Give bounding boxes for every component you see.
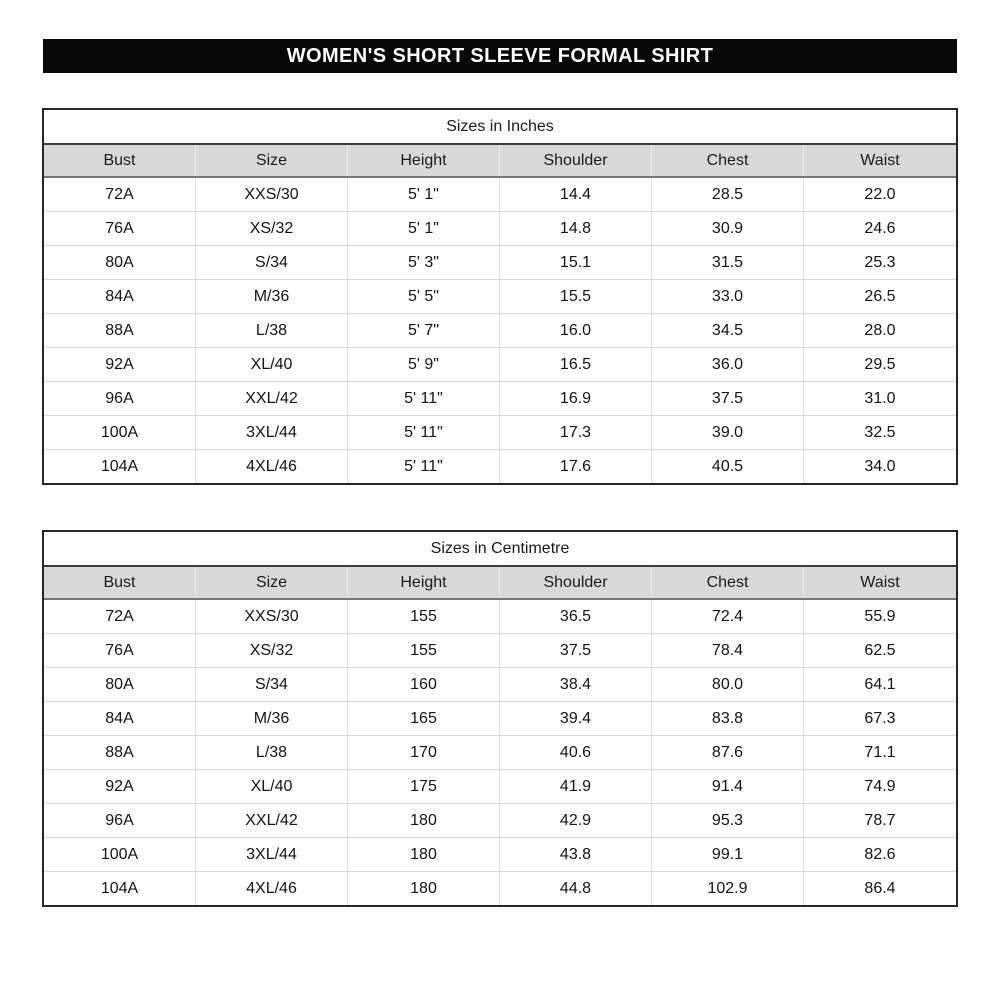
table-cell: 80.0 xyxy=(652,668,804,701)
table-cell: 165 xyxy=(348,702,500,735)
table-cell: 39.0 xyxy=(652,416,804,449)
table-row xyxy=(44,382,956,416)
product-title: WOMEN'S SHORT SLEEVE FORMAL SHIRT xyxy=(286,44,714,67)
column-header: Bust xyxy=(44,567,196,598)
table-cell: 84A xyxy=(44,280,196,313)
table-cell: 71.1 xyxy=(864,743,896,761)
table-cell: 17.3 xyxy=(500,416,652,449)
table-cell: 31.0 xyxy=(864,389,896,407)
table-cell: 74.9 xyxy=(864,777,896,795)
table-cell: 62.5 xyxy=(864,641,896,659)
table-cell: 4XL/46 xyxy=(196,872,348,905)
table-cell: XS/32 xyxy=(196,212,348,245)
table-cell: 5' 3" xyxy=(348,246,500,279)
table-cell: 86.4 xyxy=(864,879,896,897)
table-row xyxy=(44,246,956,280)
table-cell: 92A xyxy=(44,348,196,381)
table-cell: 64.1 xyxy=(864,675,896,693)
table-row xyxy=(44,770,956,804)
table-cell: M/36 xyxy=(196,702,348,735)
table-cell: 96A xyxy=(44,804,196,837)
table-row xyxy=(44,416,956,450)
table-cell: 87.6 xyxy=(652,736,804,769)
table-cell: 14.4 xyxy=(500,178,652,211)
table-cell: 31.5 xyxy=(652,246,804,279)
table-cell: L/38 xyxy=(196,314,348,347)
table-row xyxy=(44,804,956,838)
table-cell: 41.9 xyxy=(500,770,652,803)
table-cell: 4XL/46 xyxy=(196,450,348,483)
column-header: Bust xyxy=(44,145,196,176)
table-cell: 100A xyxy=(44,838,196,871)
column-header: Chest xyxy=(652,567,804,598)
table-cell: XS/32 xyxy=(196,634,348,667)
table-cell: 91.4 xyxy=(652,770,804,803)
table-cell: 100A xyxy=(44,416,196,449)
table-row xyxy=(44,178,956,212)
table-cell: 55.9 xyxy=(864,607,896,625)
table-cell: 67.3 xyxy=(864,709,896,727)
table-cell: 5' 1" xyxy=(348,178,500,211)
table-cell: 3XL/44 xyxy=(196,416,348,449)
table-cell: L/38 xyxy=(196,736,348,769)
table-row xyxy=(44,314,956,348)
table-cell: 82.6 xyxy=(864,845,896,863)
column-header: Height xyxy=(348,567,500,598)
table-cell: 22.0 xyxy=(864,185,896,203)
table-cell: 5' 11" xyxy=(348,416,500,449)
table-cell: 180 xyxy=(348,804,500,837)
table-cell: 80A xyxy=(44,246,196,279)
column-header: Height xyxy=(348,145,500,176)
table-cell: 16.0 xyxy=(500,314,652,347)
table-row xyxy=(44,736,956,770)
table-cell: 96A xyxy=(44,382,196,415)
table-cell: 24.6 xyxy=(864,219,896,237)
table-row xyxy=(44,450,956,483)
table-cell: 33.0 xyxy=(652,280,804,313)
table-cell: 34.0 xyxy=(864,457,896,475)
table-cell: 15.1 xyxy=(500,246,652,279)
table-row xyxy=(44,600,956,634)
table-cell: 104A xyxy=(44,872,196,905)
table-cell: 38.4 xyxy=(500,668,652,701)
table-cell: 36.0 xyxy=(652,348,804,381)
product-title-banner xyxy=(43,39,957,73)
table-cell: 28.5 xyxy=(652,178,804,211)
table-cell: 36.5 xyxy=(500,600,652,633)
table-cell: 14.8 xyxy=(500,212,652,245)
table-cell: 160 xyxy=(348,668,500,701)
column-header: Size xyxy=(196,145,348,176)
table-cell: 180 xyxy=(348,872,500,905)
table-cell: 83.8 xyxy=(652,702,804,735)
sizes-centimetre-table xyxy=(42,530,958,907)
table-cell: 92A xyxy=(44,770,196,803)
table-row xyxy=(44,280,956,314)
table-row xyxy=(44,872,956,905)
table-cell: 88A xyxy=(44,736,196,769)
table-cell: XL/40 xyxy=(196,348,348,381)
table-cell: XXL/42 xyxy=(196,804,348,837)
table-cell: 175 xyxy=(348,770,500,803)
table-row xyxy=(44,702,956,736)
sizes-inches-table xyxy=(42,108,958,485)
table-cell: 32.5 xyxy=(864,423,896,441)
table-cell: S/34 xyxy=(196,668,348,701)
table-cell: 80A xyxy=(44,668,196,701)
column-header: Shoulder xyxy=(500,145,652,176)
table-cell: 72A xyxy=(44,178,196,211)
table-body xyxy=(44,178,956,483)
table-cell: XL/40 xyxy=(196,770,348,803)
table-cell: 5' 11" xyxy=(348,450,500,483)
table-cell: 37.5 xyxy=(652,382,804,415)
table-cell: 29.5 xyxy=(864,355,896,373)
table-cell: 155 xyxy=(348,600,500,633)
table-cell: 78.4 xyxy=(652,634,804,667)
table-cell: 95.3 xyxy=(652,804,804,837)
table-body xyxy=(44,600,956,905)
table-cell: 5' 9" xyxy=(348,348,500,381)
table-cell: 5' 11" xyxy=(348,382,500,415)
table-cell: 5' 7" xyxy=(348,314,500,347)
column-header: Size xyxy=(196,567,348,598)
table-cell: M/36 xyxy=(196,280,348,313)
table-cell: 37.5 xyxy=(500,634,652,667)
table-cell: 30.9 xyxy=(652,212,804,245)
table-cell: 39.4 xyxy=(500,702,652,735)
table-title-centimetre: Sizes in Centimetre xyxy=(44,532,956,567)
table-row xyxy=(44,212,956,246)
column-header: Chest xyxy=(652,145,804,176)
table-header-row xyxy=(44,567,956,600)
table-cell: XXS/30 xyxy=(196,600,348,633)
table-cell: 72A xyxy=(44,600,196,633)
table-cell: XXS/30 xyxy=(196,178,348,211)
table-cell: 170 xyxy=(348,736,500,769)
column-header: Waist xyxy=(860,151,900,169)
table-cell: S/34 xyxy=(196,246,348,279)
table-cell: 15.5 xyxy=(500,280,652,313)
table-cell: 88A xyxy=(44,314,196,347)
table-cell: 5' 1" xyxy=(348,212,500,245)
table-row xyxy=(44,348,956,382)
table-row xyxy=(44,668,956,702)
table-cell: 42.9 xyxy=(500,804,652,837)
table-cell: 17.6 xyxy=(500,450,652,483)
table-cell: 104A xyxy=(44,450,196,483)
table-cell: 180 xyxy=(348,838,500,871)
table-cell: 155 xyxy=(348,634,500,667)
table-cell: 26.5 xyxy=(864,287,896,305)
table-cell: 40.6 xyxy=(500,736,652,769)
table-cell: 28.0 xyxy=(864,321,896,339)
table-cell: 16.5 xyxy=(500,348,652,381)
table-cell: 72.4 xyxy=(652,600,804,633)
table-cell: 84A xyxy=(44,702,196,735)
table-cell: XXL/42 xyxy=(196,382,348,415)
table-cell: 44.8 xyxy=(500,872,652,905)
column-header: Shoulder xyxy=(500,567,652,598)
table-cell: 40.5 xyxy=(652,450,804,483)
table-cell: 102.9 xyxy=(652,872,804,905)
table-cell: 76A xyxy=(44,212,196,245)
table-row xyxy=(44,838,956,872)
table-cell: 99.1 xyxy=(652,838,804,871)
table-cell: 3XL/44 xyxy=(196,838,348,871)
table-cell: 76A xyxy=(44,634,196,667)
table-header-row xyxy=(44,145,956,178)
table-cell: 34.5 xyxy=(652,314,804,347)
table-cell: 25.3 xyxy=(864,253,896,271)
table-cell: 78.7 xyxy=(864,811,896,829)
table-cell: 16.9 xyxy=(500,382,652,415)
table-cell: 43.8 xyxy=(500,838,652,871)
table-row xyxy=(44,634,956,668)
table-cell: 5' 5" xyxy=(348,280,500,313)
column-header: Waist xyxy=(860,573,900,591)
table-title-inches: Sizes in Inches xyxy=(44,110,956,145)
